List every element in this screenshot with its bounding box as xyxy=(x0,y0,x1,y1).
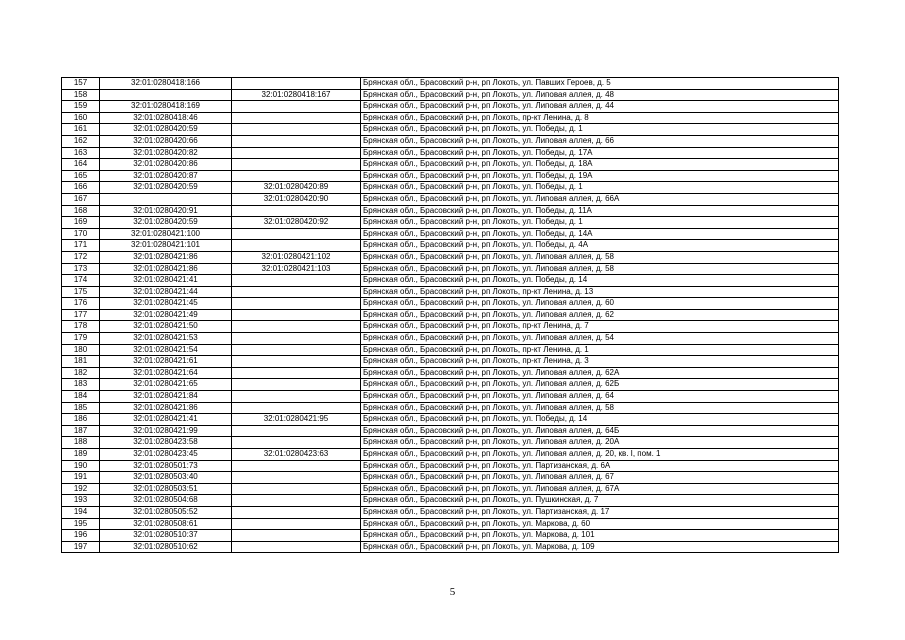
row-number-cell: 160 xyxy=(62,112,100,124)
cadastral-number-cell: 32:01:0280421:61 xyxy=(100,356,232,368)
address-cell: Брянская обл., Брасовский р-н, рп Локоть, ул. Липовая аллея, д. 58 xyxy=(361,263,839,275)
cadastral-number-cell: 32:01:0280421:86 xyxy=(100,263,232,275)
table-row xyxy=(62,367,839,379)
row-number-cell: 175 xyxy=(62,286,100,298)
address-cell: Брянская обл., Брасовский р-н, рп Локоть, ул. Липовая аллея, д. 44 xyxy=(361,101,839,113)
row-number-cell: 161 xyxy=(62,124,100,136)
row-number-cell: 173 xyxy=(62,263,100,275)
address-cell: Брянская обл., Брасовский р-н, рп Локоть, ул. Липовая аллея, д. 64Б xyxy=(361,425,839,437)
cadastral-number-secondary-cell xyxy=(232,205,361,217)
address-cell: Брянская обл., Брасовский р-н, рп Локоть, пр-кт Ленина, д. 3 xyxy=(361,356,839,368)
row-number-cell: 181 xyxy=(62,356,100,368)
row-number-cell: 194 xyxy=(62,506,100,518)
cadastral-number-secondary-cell xyxy=(232,124,361,136)
table-row xyxy=(62,333,839,345)
table-row xyxy=(62,344,839,356)
cadastral-number-cell: 32:01:0280421:54 xyxy=(100,344,232,356)
table-row xyxy=(62,217,839,229)
row-number-cell: 158 xyxy=(62,89,100,101)
address-cell: Брянская обл., Брасовский р-н, рп Локоть, ул. Маркова, д. 109 xyxy=(361,541,839,553)
table-row xyxy=(62,402,839,414)
cadastral-number-cell: 32:01:0280503:40 xyxy=(100,472,232,484)
row-number-cell: 190 xyxy=(62,460,100,472)
cadastral-number-secondary-cell xyxy=(232,402,361,414)
cadastral-number-secondary-cell: 32:01:0280418:167 xyxy=(232,89,361,101)
table-row xyxy=(62,286,839,298)
address-cell: Брянская обл., Брасовский р-н, рп Локоть, ул. Липовая аллея, д. 58 xyxy=(361,251,839,263)
cadastral-number-cell xyxy=(100,193,232,205)
cadastral-number-secondary-cell xyxy=(232,135,361,147)
address-cell: Брянская обл., Брасовский р-н, рп Локоть, пр-кт Ленина, д. 7 xyxy=(361,321,839,333)
address-cell: Брянская обл., Брасовский р-н, рп Локоть, пр-кт Ленина, д. 1 xyxy=(361,344,839,356)
row-number-cell: 174 xyxy=(62,275,100,287)
row-number-cell: 192 xyxy=(62,483,100,495)
address-cell: Брянская обл., Брасовский р-н, рп Локоть, пр-кт Ленина, д. 13 xyxy=(361,286,839,298)
cadastral-number-cell: 32:01:0280421:45 xyxy=(100,298,232,310)
address-cell: Брянская обл., Брасовский р-н, рп Локоть, ул. Партизанская, д. 6А xyxy=(361,460,839,472)
address-cell: Брянская обл., Брасовский р-н, рп Локоть, ул. Липовая аллея, д. 58 xyxy=(361,402,839,414)
table-row xyxy=(62,228,839,240)
address-cell: Брянская обл., Брасовский р-н, рп Локоть, ул. Липовая аллея, д. 67 xyxy=(361,472,839,484)
cadastral-number-cell: 32:01:0280421:44 xyxy=(100,286,232,298)
row-number-cell: 189 xyxy=(62,449,100,461)
cadastral-number-cell: 32:01:0280421:49 xyxy=(100,309,232,321)
cadastral-number-secondary-cell: 32:01:0280423:63 xyxy=(232,449,361,461)
row-number-cell: 188 xyxy=(62,437,100,449)
address-cell: Брянская обл., Брасовский р-н, рп Локоть, ул. Липовая аллея, д. 62А xyxy=(361,367,839,379)
cadastral-number-secondary-cell xyxy=(232,344,361,356)
address-cell: Брянская обл., Брасовский р-н, рп Локоть, ул. Победы, д. 17А xyxy=(361,147,839,159)
table-row xyxy=(62,298,839,310)
address-cell: Брянская обл., Брасовский р-н, рп Локоть, ул. Липовая аллея, д. 66А xyxy=(361,193,839,205)
row-number-cell: 171 xyxy=(62,240,100,252)
cadastral-number-secondary-cell xyxy=(232,518,361,530)
table-row xyxy=(62,321,839,333)
table-row xyxy=(62,263,839,275)
cadastral-number-secondary-cell xyxy=(232,321,361,333)
table-row xyxy=(62,147,839,159)
row-number-cell: 169 xyxy=(62,217,100,229)
row-number-cell: 176 xyxy=(62,298,100,310)
cadastral-number-secondary-cell: 32:01:0280420:92 xyxy=(232,217,361,229)
table-row xyxy=(62,437,839,449)
cadastral-number-cell: 32:01:0280420:59 xyxy=(100,182,232,194)
cadastral-number-secondary-cell xyxy=(232,112,361,124)
table-row xyxy=(62,240,839,252)
cadastral-number-secondary-cell: 32:01:0280420:90 xyxy=(232,193,361,205)
address-cell: Брянская обл., Брасовский р-н, рп Локоть, ул. Липовая аллея, д. 20, кв. I, пом. 1 xyxy=(361,449,839,461)
cadastral-number-cell: 32:01:0280505:52 xyxy=(100,506,232,518)
address-cell: Брянская обл., Брасовский р-н, рп Локоть, ул. Липовая аллея, д. 67А xyxy=(361,483,839,495)
address-cell: Брянская обл., Брасовский р-н, рп Локоть, ул. Липовая аллея, д. 64 xyxy=(361,391,839,403)
cadastral-number-cell: 32:01:0280423:45 xyxy=(100,449,232,461)
cadastral-number-cell: 32:01:0280423:58 xyxy=(100,437,232,449)
table-row xyxy=(62,275,839,287)
cadastral-number-secondary-cell xyxy=(232,506,361,518)
row-number-cell: 185 xyxy=(62,402,100,414)
cadastral-number-secondary-cell xyxy=(232,483,361,495)
cadastral-number-cell: 32:01:0280421:41 xyxy=(100,414,232,426)
cadastral-number-secondary-cell xyxy=(232,379,361,391)
cadastral-number-secondary-cell xyxy=(232,147,361,159)
address-cell: Брянская обл., Брасовский р-н, рп Локоть, ул. Победы, д. 14 xyxy=(361,275,839,287)
cadastral-number-cell: 32:01:0280510:62 xyxy=(100,541,232,553)
address-cell: Брянская обл., Брасовский р-н, рп Локоть, ул. Победы, д. 1 xyxy=(361,124,839,136)
cadastral-number-cell: 32:01:0280421:86 xyxy=(100,251,232,263)
row-number-cell: 184 xyxy=(62,391,100,403)
cadastral-number-cell xyxy=(100,89,232,101)
address-cell: Брянская обл., Брасовский р-н, рп Локоть, ул. Липовая аллея, д. 60 xyxy=(361,298,839,310)
row-number-cell: 165 xyxy=(62,170,100,182)
row-number-cell: 157 xyxy=(62,78,100,90)
row-number-cell: 196 xyxy=(62,530,100,542)
address-cell: Брянская обл., Брасовский р-н, рп Локоть, ул. Победы, д. 11А xyxy=(361,205,839,217)
cadastral-number-cell: 32:01:0280420:59 xyxy=(100,124,232,136)
cadastral-number-cell: 32:01:0280420:82 xyxy=(100,147,232,159)
address-cell: Брянская обл., Брасовский р-н, рп Локоть, ул. Липовая аллея, д. 62 xyxy=(361,309,839,321)
row-number-cell: 172 xyxy=(62,251,100,263)
address-cell: Брянская обл., Брасовский р-н, рп Локоть, ул. Липовая аллея, д. 66 xyxy=(361,135,839,147)
parcel-table-body xyxy=(62,78,839,553)
row-number-cell: 170 xyxy=(62,228,100,240)
address-cell: Брянская обл., Брасовский р-н, рп Локоть, ул. Липовая аллея, д. 48 xyxy=(361,89,839,101)
table-row xyxy=(62,101,839,113)
row-number-cell: 177 xyxy=(62,309,100,321)
cadastral-number-cell: 32:01:0280421:99 xyxy=(100,425,232,437)
cadastral-number-secondary-cell xyxy=(232,425,361,437)
row-number-cell: 167 xyxy=(62,193,100,205)
cadastral-number-cell: 32:01:0280418:46 xyxy=(100,112,232,124)
address-cell: Брянская обл., Брасовский р-н, рп Локоть, ул. Победы, д. 1 xyxy=(361,217,839,229)
row-number-cell: 179 xyxy=(62,333,100,345)
cadastral-number-cell: 32:01:0280421:86 xyxy=(100,402,232,414)
address-cell: Брянская обл., Брасовский р-н, рп Локоть, пр-кт Ленина, д. 8 xyxy=(361,112,839,124)
row-number-cell: 182 xyxy=(62,367,100,379)
address-cell: Брянская обл., Брасовский р-н, рп Локоть, ул. Партизанская, д. 17 xyxy=(361,506,839,518)
row-number-cell: 168 xyxy=(62,205,100,217)
table-row xyxy=(62,251,839,263)
cadastral-number-secondary-cell xyxy=(232,541,361,553)
cadastral-number-cell: 32:01:0280421:65 xyxy=(100,379,232,391)
cadastral-number-secondary-cell xyxy=(232,159,361,171)
address-cell: Брянская обл., Брасовский р-н, рп Локоть, ул. Липовая аллея, д. 54 xyxy=(361,333,839,345)
cadastral-number-cell: 32:01:0280510:37 xyxy=(100,530,232,542)
cadastral-number-secondary-cell xyxy=(232,275,361,287)
row-number-cell: 164 xyxy=(62,159,100,171)
cadastral-number-cell: 32:01:0280503:51 xyxy=(100,483,232,495)
address-cell: Брянская обл., Брасовский р-н, рп Локоть, ул. Маркова, д. 101 xyxy=(361,530,839,542)
address-cell: Брянская обл., Брасовский р-н, рп Локоть, ул. Победы, д. 18А xyxy=(361,159,839,171)
cadastral-number-cell: 32:01:0280418:166 xyxy=(100,78,232,90)
cadastral-number-secondary-cell xyxy=(232,298,361,310)
cadastral-number-secondary-cell xyxy=(232,530,361,542)
row-number-cell: 166 xyxy=(62,182,100,194)
address-cell: Брянская обл., Брасовский р-н, рп Локоть, ул. Пушкинская, д. 7 xyxy=(361,495,839,507)
table-row xyxy=(62,495,839,507)
row-number-cell: 187 xyxy=(62,425,100,437)
cadastral-number-cell: 32:01:0280421:101 xyxy=(100,240,232,252)
cadastral-number-secondary-cell: 32:01:0280421:102 xyxy=(232,251,361,263)
table-row xyxy=(62,159,839,171)
cadastral-number-cell: 32:01:0280421:100 xyxy=(100,228,232,240)
table-row xyxy=(62,193,839,205)
address-cell: Брянская обл., Брасовский р-н, рп Локоть, ул. Маркова, д. 60 xyxy=(361,518,839,530)
address-cell: Брянская обл., Брасовский р-н, рп Локоть, ул. Победы, д. 14А xyxy=(361,228,839,240)
row-number-cell: 180 xyxy=(62,344,100,356)
cadastral-number-secondary-cell xyxy=(232,391,361,403)
table-row xyxy=(62,170,839,182)
cadastral-number-cell: 32:01:0280420:59 xyxy=(100,217,232,229)
address-cell: Брянская обл., Брасовский р-н, рп Локоть, ул. Победы, д. 4А xyxy=(361,240,839,252)
address-cell: Брянская обл., Брасовский р-н, рп Локоть, ул. Победы, д. 14 xyxy=(361,414,839,426)
row-number-cell: 193 xyxy=(62,495,100,507)
table-row xyxy=(62,506,839,518)
table-row xyxy=(62,205,839,217)
table-row xyxy=(62,425,839,437)
cadastral-number-secondary-cell xyxy=(232,309,361,321)
table-row xyxy=(62,135,839,147)
table-row xyxy=(62,414,839,426)
table-row xyxy=(62,78,839,90)
table-row xyxy=(62,124,839,136)
table-row xyxy=(62,182,839,194)
row-number-cell: 162 xyxy=(62,135,100,147)
address-cell: Брянская обл., Брасовский р-н, рп Локоть, ул. Липовая аллея, д. 62Б xyxy=(361,379,839,391)
table-row xyxy=(62,449,839,461)
cadastral-number-cell: 32:01:0280421:41 xyxy=(100,275,232,287)
cadastral-number-secondary-cell xyxy=(232,367,361,379)
table-row xyxy=(62,541,839,553)
cadastral-number-secondary-cell xyxy=(232,101,361,113)
table-row xyxy=(62,483,839,495)
cadastral-number-cell: 32:01:0280508:61 xyxy=(100,518,232,530)
address-cell: Брянская обл., Брасовский р-н, рп Локоть, ул. Победы, д. 1 xyxy=(361,182,839,194)
table-row xyxy=(62,309,839,321)
parcel-table xyxy=(61,77,839,553)
cadastral-number-secondary-cell xyxy=(232,356,361,368)
table-row xyxy=(62,530,839,542)
cadastral-number-secondary-cell xyxy=(232,286,361,298)
cadastral-number-secondary-cell xyxy=(232,437,361,449)
cadastral-number-cell: 32:01:0280421:84 xyxy=(100,391,232,403)
cadastral-number-cell: 32:01:0280420:87 xyxy=(100,170,232,182)
table-row xyxy=(62,391,839,403)
cadastral-number-secondary-cell: 32:01:0280420:89 xyxy=(232,182,361,194)
row-number-cell: 178 xyxy=(62,321,100,333)
table-row xyxy=(62,112,839,124)
cadastral-number-secondary-cell xyxy=(232,495,361,507)
address-cell: Брянская обл., Брасовский р-н, рп Локоть, ул. Липовая аллея, д. 20А xyxy=(361,437,839,449)
cadastral-number-secondary-cell xyxy=(232,228,361,240)
cadastral-number-cell: 32:01:0280418:169 xyxy=(100,101,232,113)
cadastral-number-secondary-cell xyxy=(232,333,361,345)
row-number-cell: 183 xyxy=(62,379,100,391)
cadastral-number-secondary-cell: 32:01:0280421:103 xyxy=(232,263,361,275)
table-row xyxy=(62,472,839,484)
row-number-cell: 163 xyxy=(62,147,100,159)
table-row xyxy=(62,460,839,472)
cadastral-number-secondary-cell xyxy=(232,170,361,182)
row-number-cell: 191 xyxy=(62,472,100,484)
cadastral-number-secondary-cell xyxy=(232,460,361,472)
row-number-cell: 195 xyxy=(62,518,100,530)
address-cell: Брянская обл., Брасовский р-н, рп Локоть, ул. Победы, д. 19А xyxy=(361,170,839,182)
cadastral-number-secondary-cell xyxy=(232,472,361,484)
page-number: 5 xyxy=(449,586,456,598)
table-row xyxy=(62,356,839,368)
table-row xyxy=(62,379,839,391)
cadastral-number-secondary-cell xyxy=(232,78,361,90)
cadastral-number-secondary-cell xyxy=(232,240,361,252)
cadastral-number-cell: 32:01:0280420:66 xyxy=(100,135,232,147)
cadastral-number-cell: 32:01:0280420:86 xyxy=(100,159,232,171)
cadastral-number-cell: 32:01:0280420:91 xyxy=(100,205,232,217)
cadastral-number-cell: 32:01:0280421:64 xyxy=(100,367,232,379)
cadastral-number-secondary-cell: 32:01:0280421:95 xyxy=(232,414,361,426)
cadastral-number-cell: 32:01:0280421:53 xyxy=(100,333,232,345)
cadastral-number-cell: 32:01:0280421:50 xyxy=(100,321,232,333)
cadastral-number-cell: 32:01:0280501:73 xyxy=(100,460,232,472)
row-number-cell: 197 xyxy=(62,541,100,553)
row-number-cell: 186 xyxy=(62,414,100,426)
row-number-cell: 159 xyxy=(62,101,100,113)
table-row xyxy=(62,518,839,530)
cadastral-number-cell: 32:01:0280504:68 xyxy=(100,495,232,507)
table-row xyxy=(62,89,839,101)
address-cell: Брянская обл., Брасовский р-н, рп Локоть, ул. Павших Героев, д. 5 xyxy=(361,78,839,90)
